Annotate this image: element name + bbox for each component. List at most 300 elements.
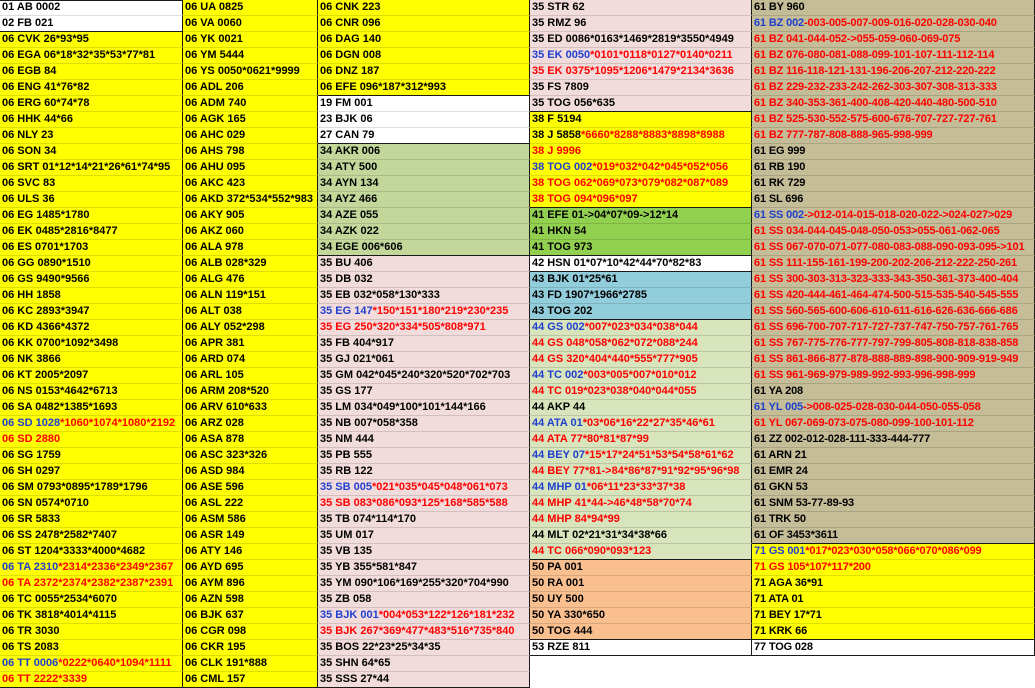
cell-text-lead: 06 TA 2310: [2, 561, 59, 573]
sheet-cell[interactable]: [0, 288, 183, 304]
cell-text: *017*023*030*058*066*070*086*099: [805, 545, 982, 557]
cell-text: 61 OF 3453*3611: [754, 529, 838, 541]
sheet-cell[interactable]: [318, 288, 530, 304]
sheet-cell[interactable]: [752, 96, 1035, 112]
sheet-cell[interactable]: [752, 368, 1035, 384]
sheet-cell[interactable]: [183, 448, 318, 464]
cell-text: 06 YS 0050*0621*9999: [185, 65, 300, 77]
sheet-cell[interactable]: [318, 112, 530, 128]
sheet-cell[interactable]: [183, 192, 318, 208]
sheet-cell[interactable]: [752, 336, 1035, 352]
cell-text: 35 UM 017: [320, 529, 374, 541]
cell-text: 61 TRK 50: [754, 513, 806, 525]
sheet-cell[interactable]: [318, 512, 530, 528]
cell-text: 61 BZ 340-353-361-400-408-420-440-480-500-510: [754, 97, 997, 109]
sheet-cell[interactable]: [183, 160, 318, 176]
sheet-cell[interactable]: [752, 32, 1035, 48]
cell-text: 06 ENG 41*76*82: [2, 81, 90, 93]
cell-text: 61 RB 190: [754, 161, 806, 173]
sheet-cell[interactable]: [752, 320, 1035, 336]
cell-text: 06 ALY 052*298: [185, 321, 265, 333]
sheet-cell[interactable]: [318, 656, 530, 672]
sheet-cell[interactable]: [0, 96, 183, 112]
sheet-cell[interactable]: [530, 400, 752, 416]
cell-text: 35 EG 250*320*334*505*808*971: [320, 321, 486, 333]
sheet-cell[interactable]: [0, 272, 183, 288]
sheet-cell[interactable]: [530, 0, 752, 16]
sheet-cell[interactable]: [318, 144, 530, 160]
sheet-cell[interactable]: [530, 128, 752, 144]
cell-text: 35 FS 7809: [532, 81, 589, 93]
cell-text: 06 ADL 206: [185, 81, 244, 93]
sheet-cell[interactable]: [183, 16, 318, 32]
sheet-cell[interactable]: [318, 640, 530, 656]
cell-text: 06 AKC 423: [185, 177, 246, 189]
cell-text: 61 BZ 116-118-121-131-196-206-207-212-220-222: [754, 65, 996, 77]
sheet-cell[interactable]: [530, 624, 752, 640]
sheet-cell[interactable]: [752, 576, 1035, 592]
sheet-cell[interactable]: [183, 64, 318, 80]
sheet-cell[interactable]: [752, 448, 1035, 464]
sheet-cell[interactable]: [752, 528, 1035, 544]
sheet-cell[interactable]: [0, 576, 183, 592]
sheet-cell[interactable]: [0, 16, 183, 32]
cell-text: 34 AYN 134: [320, 177, 379, 189]
cell-text-lead: 44 MHP 01: [532, 481, 587, 493]
sheet-cell[interactable]: [318, 48, 530, 64]
sheet-cell[interactable]: [752, 416, 1035, 432]
cell-text: 06 SR 5833: [2, 513, 61, 525]
sheet-cell[interactable]: [318, 256, 530, 272]
sheet-cell[interactable]: [183, 512, 318, 528]
sheet-cell[interactable]: [530, 592, 752, 608]
sheet-cell[interactable]: [0, 368, 183, 384]
sheet-cell[interactable]: [752, 400, 1035, 416]
cell-text: 06 TR 3030: [2, 625, 60, 637]
sheet-cell[interactable]: [183, 240, 318, 256]
sheet-cell[interactable]: [318, 320, 530, 336]
sheet-cell[interactable]: [752, 592, 1035, 608]
sheet-cell[interactable]: [0, 384, 183, 400]
cell-text: *021*035*045*048*061*073: [371, 481, 508, 493]
sheet-cell[interactable]: [530, 416, 752, 432]
sheet-cell[interactable]: [318, 560, 530, 576]
sheet-cell[interactable]: [0, 176, 183, 192]
sheet-cell[interactable]: [183, 288, 318, 304]
sheet-cell[interactable]: [530, 32, 752, 48]
sheet-cell[interactable]: [752, 64, 1035, 80]
sheet-cell[interactable]: [318, 496, 530, 512]
cell-text: 34 ATY 500: [320, 161, 378, 173]
sheet-cell[interactable]: [752, 240, 1035, 256]
sheet-cell[interactable]: [318, 224, 530, 240]
cell-text: 61 RK 729: [754, 177, 806, 189]
sheet-cell[interactable]: [530, 176, 752, 192]
sheet-cell[interactable]: [183, 560, 318, 576]
sheet-cell[interactable]: [0, 32, 183, 48]
sheet-cell[interactable]: [752, 512, 1035, 528]
sheet-cell[interactable]: [183, 320, 318, 336]
sheet-cell[interactable]: [0, 528, 183, 544]
sheet-cell[interactable]: [530, 560, 752, 576]
sheet-cell[interactable]: [183, 48, 318, 64]
sheet-cell[interactable]: [0, 432, 183, 448]
sheet-cell[interactable]: [318, 448, 530, 464]
sheet-cell[interactable]: [752, 48, 1035, 64]
cell-text: 27 CAN 79: [320, 129, 375, 141]
sheet-cell[interactable]: [530, 256, 752, 272]
sheet-cell[interactable]: [530, 544, 752, 560]
cell-text: 06 YM 5444: [185, 49, 245, 61]
cell-text: 06 ULS 36: [2, 193, 55, 205]
sheet-cell[interactable]: [0, 0, 183, 16]
sheet-cell[interactable]: [530, 528, 752, 544]
sheet-cell[interactable]: [752, 624, 1035, 640]
sheet-cell[interactable]: [0, 352, 183, 368]
sheet-cell[interactable]: [530, 576, 752, 592]
sheet-cell[interactable]: [318, 0, 530, 16]
sheet-cell[interactable]: [318, 608, 530, 624]
sheet-cell[interactable]: [530, 496, 752, 512]
sheet-column: [183, 0, 318, 688]
cell-text: 06 DAG 140: [320, 33, 382, 45]
sheet-cell[interactable]: [530, 80, 752, 96]
cell-text: 06 EG 1485*1780: [2, 209, 90, 221]
sheet-cell[interactable]: [752, 16, 1035, 32]
sheet-cell[interactable]: [0, 128, 183, 144]
sheet-cell[interactable]: [752, 192, 1035, 208]
sheet-cell[interactable]: [530, 336, 752, 352]
sheet-cell[interactable]: [183, 528, 318, 544]
sheet-cell[interactable]: [318, 304, 530, 320]
cell-text: 06 ARD 074: [185, 353, 246, 365]
sheet-cell[interactable]: [0, 304, 183, 320]
sheet-cell[interactable]: [183, 112, 318, 128]
sheet-cell[interactable]: [183, 640, 318, 656]
cell-text: 61 SS 111-155-161-199-200-202-206-212-222-250-261: [754, 257, 1017, 269]
sheet-cell[interactable]: [183, 496, 318, 512]
cell-text: 06 CKR 195: [185, 641, 246, 653]
cell-text: 41 TOG 973: [532, 241, 593, 253]
sheet-cell[interactable]: [183, 544, 318, 560]
sheet-cell[interactable]: [0, 160, 183, 176]
cell-text: 06 APR 381: [185, 337, 245, 349]
cell-text: 53 RZE 811: [532, 641, 591, 653]
sheet-cell[interactable]: [183, 96, 318, 112]
sheet-cell[interactable]: [752, 384, 1035, 400]
sheet-cell[interactable]: [752, 256, 1035, 272]
sheet-cell[interactable]: [530, 48, 752, 64]
sheet-cell[interactable]: [318, 384, 530, 400]
sheet-cell[interactable]: [183, 400, 318, 416]
sheet-cell[interactable]: [183, 256, 318, 272]
cell-text: 61 SS 696-700-707-717-727-737-747-750-757-761-765: [754, 321, 1019, 333]
sheet-cell[interactable]: [318, 128, 530, 144]
sheet-cell[interactable]: [752, 144, 1035, 160]
sheet-cell[interactable]: [530, 304, 752, 320]
sheet-cell[interactable]: [752, 160, 1035, 176]
cell-text: 06 AKD 372*534*552*983: [185, 193, 314, 205]
cell-text: 44 MHP 41*44->46*48*58*70*74: [532, 497, 692, 509]
cell-text: 01 AB 0002: [2, 1, 61, 13]
sheet-cell[interactable]: [752, 480, 1035, 496]
cell-text: 06 ATY 146: [185, 545, 243, 557]
sheet-cell[interactable]: [0, 512, 183, 528]
sheet-cell[interactable]: [183, 0, 318, 16]
cell-text: 06 EGA 06*18*32*35*53*77*81: [2, 49, 156, 61]
sheet-column: [318, 0, 530, 688]
cell-text-lead: 61 SS 002: [754, 209, 805, 221]
cell-text: 34 AZE 055: [320, 209, 379, 221]
sheet-cell[interactable]: [530, 464, 752, 480]
cell-text: 06 SM 0793*0895*1789*1796: [2, 481, 148, 493]
sheet-cell[interactable]: [0, 320, 183, 336]
sheet-cell[interactable]: [530, 96, 752, 112]
sheet-cell[interactable]: [318, 352, 530, 368]
cell-text: 06 CML 157: [185, 673, 246, 685]
cell-text: 06 ALN 119*151: [185, 289, 266, 301]
sheet-cell[interactable]: [530, 272, 752, 288]
cell-text: 61 ZZ 002-012-028-111-333-444-777: [754, 433, 931, 445]
sheet-cell[interactable]: [183, 176, 318, 192]
sheet-cell[interactable]: [183, 416, 318, 432]
sheet-cell[interactable]: [183, 576, 318, 592]
sheet-cell[interactable]: [530, 208, 752, 224]
sheet-cell[interactable]: [183, 624, 318, 640]
sheet-cell[interactable]: [183, 144, 318, 160]
cell-text: 06 DNZ 187: [320, 65, 380, 77]
sheet-cell[interactable]: [318, 624, 530, 640]
cell-text: 06 ES 0701*1703: [2, 241, 89, 253]
sheet-cell[interactable]: [752, 352, 1035, 368]
sheet-cell[interactable]: [0, 464, 183, 480]
cell-text: 06 ALA 978: [185, 241, 244, 253]
cell-text: *004*053*122*126*181*232: [378, 609, 515, 621]
cell-text: 50 YA 330*650: [532, 609, 605, 621]
sheet-cell[interactable]: [530, 240, 752, 256]
sheet-cell[interactable]: [752, 496, 1035, 512]
cell-text: 41 HKN 54: [532, 225, 587, 237]
cell-text: 35 YM 090*106*169*255*320*704*990: [320, 577, 509, 589]
sheet-cell[interactable]: [318, 32, 530, 48]
sheet-cell[interactable]: [530, 64, 752, 80]
sheet-cell[interactable]: [0, 672, 183, 688]
cell-text-lead: 06 SD 1028: [2, 417, 61, 429]
cell-text: 34 AYZ 466: [320, 193, 378, 205]
sheet-cell[interactable]: [318, 160, 530, 176]
cell-text: 44 TC 019*023*038*040*044*055: [532, 385, 697, 397]
cell-text: -003-005-007-009-016-020-028-030-040: [804, 17, 997, 29]
sheet-cell[interactable]: [0, 416, 183, 432]
sheet-cell[interactable]: [318, 176, 530, 192]
sheet-cell[interactable]: [183, 272, 318, 288]
sheet-cell[interactable]: [183, 672, 318, 688]
sheet-cell[interactable]: [0, 544, 183, 560]
cell-text: 06 AHS 798: [185, 145, 245, 157]
sheet-cell[interactable]: [530, 112, 752, 128]
sheet-cell[interactable]: [0, 256, 183, 272]
cell-text: 35 TOG 056*635: [532, 97, 615, 109]
sheet-cell[interactable]: [752, 304, 1035, 320]
sheet-cell[interactable]: [318, 16, 530, 32]
sheet-cell[interactable]: [318, 240, 530, 256]
cell-text: 06 CGR 098: [185, 625, 247, 637]
sheet-cell[interactable]: [530, 288, 752, 304]
sheet-cell[interactable]: [318, 544, 530, 560]
sheet-cell[interactable]: [318, 592, 530, 608]
sheet-cell[interactable]: [183, 336, 318, 352]
sheet-cell[interactable]: [183, 592, 318, 608]
sheet-cell[interactable]: [752, 128, 1035, 144]
sheet-cell[interactable]: [0, 640, 183, 656]
sheet-cell[interactable]: [752, 464, 1035, 480]
sheet-cell[interactable]: [318, 272, 530, 288]
sheet-cell[interactable]: [318, 96, 530, 112]
sheet-cell[interactable]: [183, 480, 318, 496]
sheet-cell[interactable]: [0, 192, 183, 208]
cell-text: 06 KK 0700*1092*3498: [2, 337, 119, 349]
sheet-cell[interactable]: [183, 32, 318, 48]
sheet-cell[interactable]: [318, 432, 530, 448]
sheet-cell[interactable]: [318, 416, 530, 432]
sheet-cell[interactable]: [318, 192, 530, 208]
sheet-cell[interactable]: [318, 336, 530, 352]
sheet-cell[interactable]: [0, 400, 183, 416]
sheet-cell[interactable]: [530, 512, 752, 528]
sheet-cell[interactable]: [183, 464, 318, 480]
cell-text: 06 TC 0055*2534*6070: [2, 593, 117, 605]
sheet-cell[interactable]: [0, 336, 183, 352]
sheet-cell[interactable]: [530, 352, 752, 368]
cell-text: 06 AGK 165: [185, 113, 246, 125]
cell-text: 06 GS 9490*9566: [2, 273, 90, 285]
sheet-cell[interactable]: [0, 64, 183, 80]
sheet-cell[interactable]: [183, 352, 318, 368]
cell-text: 06 ASE 596: [185, 481, 244, 493]
cell-text: 35 SB 083*086*093*125*168*585*588: [320, 497, 508, 509]
sheet-cell[interactable]: [530, 640, 752, 656]
sheet-cell[interactable]: [752, 224, 1035, 240]
cell-text: 61 SS 961-969-979-989-992-993-996-998-999: [754, 369, 976, 381]
sheet-cell[interactable]: [752, 0, 1035, 16]
sheet-cell[interactable]: [0, 224, 183, 240]
cell-text: 35 GM 042*045*240*320*520*702*703: [320, 369, 511, 381]
sheet-cell[interactable]: [752, 560, 1035, 576]
cell-text-lead: 71 GS 001: [754, 545, 806, 557]
cell-text: 35 ZB 058: [320, 593, 372, 605]
cell-text: 71 ATA 01: [754, 593, 804, 605]
sheet-cell[interactable]: [752, 640, 1035, 656]
cell-text: 35 ED 0086*0163*1469*2819*3550*4949: [532, 33, 734, 45]
cell-text: 44 GS 048*058*062*072*088*244: [532, 337, 698, 349]
sheet-cell[interactable]: [0, 624, 183, 640]
sheet-cell[interactable]: [752, 112, 1035, 128]
sheet-cell[interactable]: [0, 112, 183, 128]
sheet-cell[interactable]: [752, 176, 1035, 192]
sheet-cell[interactable]: [318, 400, 530, 416]
sheet-cell[interactable]: [0, 144, 183, 160]
sheet-cell[interactable]: [530, 448, 752, 464]
sheet-cell[interactable]: [752, 80, 1035, 96]
sheet-cell[interactable]: [530, 16, 752, 32]
cell-text: 71 GS 105*107*117*200: [754, 561, 871, 573]
sheet-cell[interactable]: [183, 80, 318, 96]
sheet-cell[interactable]: [0, 608, 183, 624]
sheet-cell[interactable]: [318, 464, 530, 480]
sheet-cell[interactable]: [752, 544, 1035, 560]
cell-text: 06 ASL 222: [185, 497, 244, 509]
cell-text: *003*005*007*010*012: [583, 369, 697, 381]
sheet-cell[interactable]: [530, 160, 752, 176]
sheet-cell[interactable]: [183, 656, 318, 672]
sheet-cell[interactable]: [318, 528, 530, 544]
cell-text-lead: 35 BJK 001: [320, 609, 379, 621]
sheet-cell[interactable]: [0, 80, 183, 96]
sheet-cell[interactable]: [752, 272, 1035, 288]
cell-text: 06 ALB 028*329: [185, 257, 267, 269]
sheet-cell[interactable]: [318, 672, 530, 688]
sheet-cell[interactable]: [0, 480, 183, 496]
sheet-cell[interactable]: [752, 208, 1035, 224]
cell-text: 41 EFE 01->04*07*09->12*14: [532, 209, 679, 221]
sheet-cell[interactable]: [183, 128, 318, 144]
sheet-cell[interactable]: [530, 480, 752, 496]
sheet-cell[interactable]: [318, 64, 530, 80]
sheet-cell[interactable]: [0, 240, 183, 256]
sheet-cell[interactable]: [530, 192, 752, 208]
sheet-cell[interactable]: [183, 224, 318, 240]
sheet-cell[interactable]: [530, 368, 752, 384]
sheet-cell[interactable]: [183, 304, 318, 320]
sheet-cell[interactable]: [318, 80, 530, 96]
sheet-cell[interactable]: [0, 592, 183, 608]
sheet-cell[interactable]: [318, 576, 530, 592]
sheet-cell[interactable]: [752, 288, 1035, 304]
cell-text-lead: 38 J 5858: [532, 129, 581, 141]
sheet-cell[interactable]: [183, 432, 318, 448]
sheet-cell[interactable]: [0, 560, 183, 576]
cell-text: 61 BZ 041-044-052->055-059-060-069-075: [754, 33, 961, 45]
sheet-cell[interactable]: [530, 432, 752, 448]
sheet-cell[interactable]: [0, 208, 183, 224]
sheet-cell[interactable]: [0, 48, 183, 64]
sheet-cell[interactable]: [318, 208, 530, 224]
sheet-cell[interactable]: [530, 608, 752, 624]
sheet-cell[interactable]: [530, 384, 752, 400]
sheet-cell[interactable]: [752, 608, 1035, 624]
sheet-cell[interactable]: [530, 320, 752, 336]
sheet-cell[interactable]: [183, 384, 318, 400]
sheet-cell[interactable]: [183, 208, 318, 224]
sheet-cell[interactable]: [530, 144, 752, 160]
cell-text: 06 YK 0021: [185, 33, 243, 45]
cell-text: 06 AKY 905: [185, 209, 245, 221]
cell-text: 06 SON 34: [2, 145, 57, 157]
sheet-cell[interactable]: [0, 496, 183, 512]
sheet-cell[interactable]: [0, 448, 183, 464]
cell-text-lead: 44 BEY 07: [532, 449, 586, 461]
sheet-cell[interactable]: [183, 608, 318, 624]
cell-text: 06 SG 1759: [2, 449, 61, 461]
cell-text: *0222*0640*1094*1111: [58, 657, 172, 669]
cell-text: 50 RA 001: [532, 577, 585, 589]
sheet-cell[interactable]: [752, 432, 1035, 448]
sheet-cell[interactable]: [183, 368, 318, 384]
sheet-cell[interactable]: [530, 224, 752, 240]
sheet-cell[interactable]: [318, 480, 530, 496]
sheet-cell[interactable]: [318, 368, 530, 384]
sheet-cell[interactable]: [0, 656, 183, 672]
